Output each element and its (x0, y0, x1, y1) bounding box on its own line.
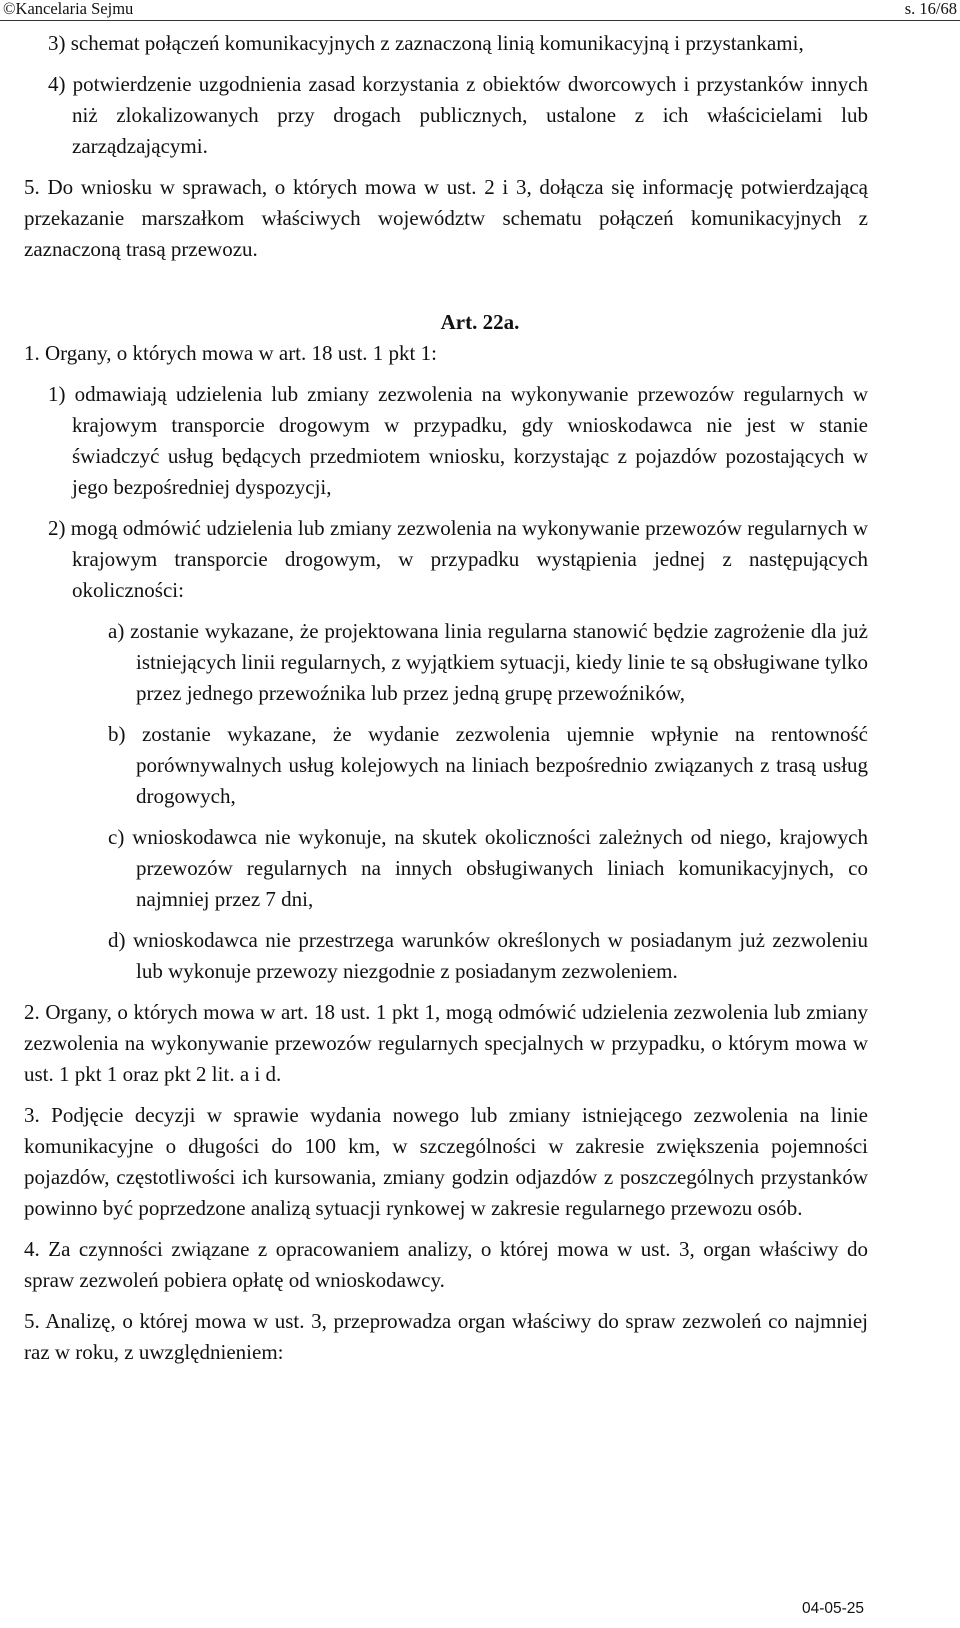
paragraph-letter-c: c) wnioskodawca nie wykonuje, na skutek okoliczności zależnych od niego, krajowych przewozów regularnych na innych obsługiwanych liniach komunikacyjnych, co najmniej przez 7 dni, (108, 825, 868, 911)
paragraph-ust-2: 2. Organy, o których mowa w art. 18 ust. 1 pkt 1, mogą odmówić udzielenia zezwolenia lub zmiany zezwolenia na wykonywanie przewozów regularnych specjalnych w przypadku, o którym mowa w ust. 1 pkt 1 oraz pkt 2 lit. a i d. (24, 1000, 868, 1086)
paragraph-ust-5-analysis: 5. Analizę, o której mowa w ust. 3, przeprowadza organ właściwy do spraw zezwoleń co najmniej raz w roku, z uwzględnieniem: (24, 1309, 868, 1364)
paragraph-ust-4: 4. Za czynności związane z opracowaniem analizy, o której mowa w ust. 3, organ właściwy do spraw zezwoleń pobiera opłatę od wnioskodawcy. (24, 1237, 868, 1292)
paragraph-point-2: 2) mogą odmówić udzielenia lub zmiany zezwolenia na wykonywanie przewozów regularnych w krajowym transporcie drogowym, w przypadku wystąpienia jednej z następujących okoliczności: (48, 516, 868, 602)
article-heading: Art. 22a. (440, 310, 520, 334)
footer-date: 04-05-25 (801, 1600, 864, 1617)
paragraph-item-3: 3) schemat połączeń komunikacyjnych z zaznaczoną linią komunikacyjną i przystankami, (48, 31, 804, 55)
document-body (0, 28, 960, 1368)
paragraph-item-4: 4) potwierdzenie uzgodnienia zasad korzystania z obiektów dworcowych i przystanków innych niż zlokalizowanych przy drogach publicznych, ustalone z ich właścicielami lub zarządzającymi. (48, 72, 868, 158)
header-divider (0, 20, 960, 21)
page-number: s. 16/68 (904, 0, 957, 18)
paragraph-point-1: 1) odmawiają udzielenia lub zmiany zezwolenia na wykonywanie przewozów regularnych w krajowym transporcie drogowym w przypadku, gdy wnioskodawca nie jest w stanie świadczyć usług będących przedmiotem wniosku, korzystając z pojazdów pozostających w jego bezpośredniej dyspozycji, (48, 382, 868, 499)
paragraph-letter-b: b) zostanie wykazane, że wydanie zezwolenia ujemnie wpłynie na rentowność porównywalnych usług kolejowych na liniach bezpośrednio związanych z trasą usług drogowych, (108, 722, 868, 808)
page-header (0, 0, 960, 21)
paragraph-ust-5: 5. Do wniosku w sprawach, o których mowa w ust. 2 i 3, dołącza się informację potwierdzającą przekazanie marszałkom właściwych województw schematu połączeń komunikacyjnych z zaznaczoną trasą przewozu. (24, 175, 868, 261)
paragraph-ust-3: 3. Podjęcie decyzji w sprawie wydania nowego lub zmiany istniejącego zezwolenia na linie komunikacyjne o długości do 100 km, w szczególności w zakresie zwiększenia pojemności pojazdów, częstotliwości ich kursowania, zmiany godzin odjazdów z poszczególnych przystanków powinno być poprzedzone analizą sytuacji rynkowej w zakresie regularnego przewozu osób. (24, 1103, 868, 1220)
article-lead: 1. Organy, o których mowa w art. 18 ust. 1 pkt 1: (24, 341, 437, 365)
paragraph-letter-d: d) wnioskodawca nie przestrzega warunków określonych w posiadanym już zezwoleniu lub wykonuje przewozy niezgodnie z posiadanym zezwoleniem. (108, 928, 868, 983)
copyright-label: ©Kancelaria Sejmu (3, 0, 134, 18)
paragraph-letter-a: a) zostanie wykazane, że projektowana linia regularna stanowić będzie zagrożenie dla już istniejących linii regularnych, z wyjątkiem sytuacji, kiedy linie te są obsługiwane tylko przez jednego przewoźnika lub przez jedną grupę przewoźników, (108, 619, 868, 705)
